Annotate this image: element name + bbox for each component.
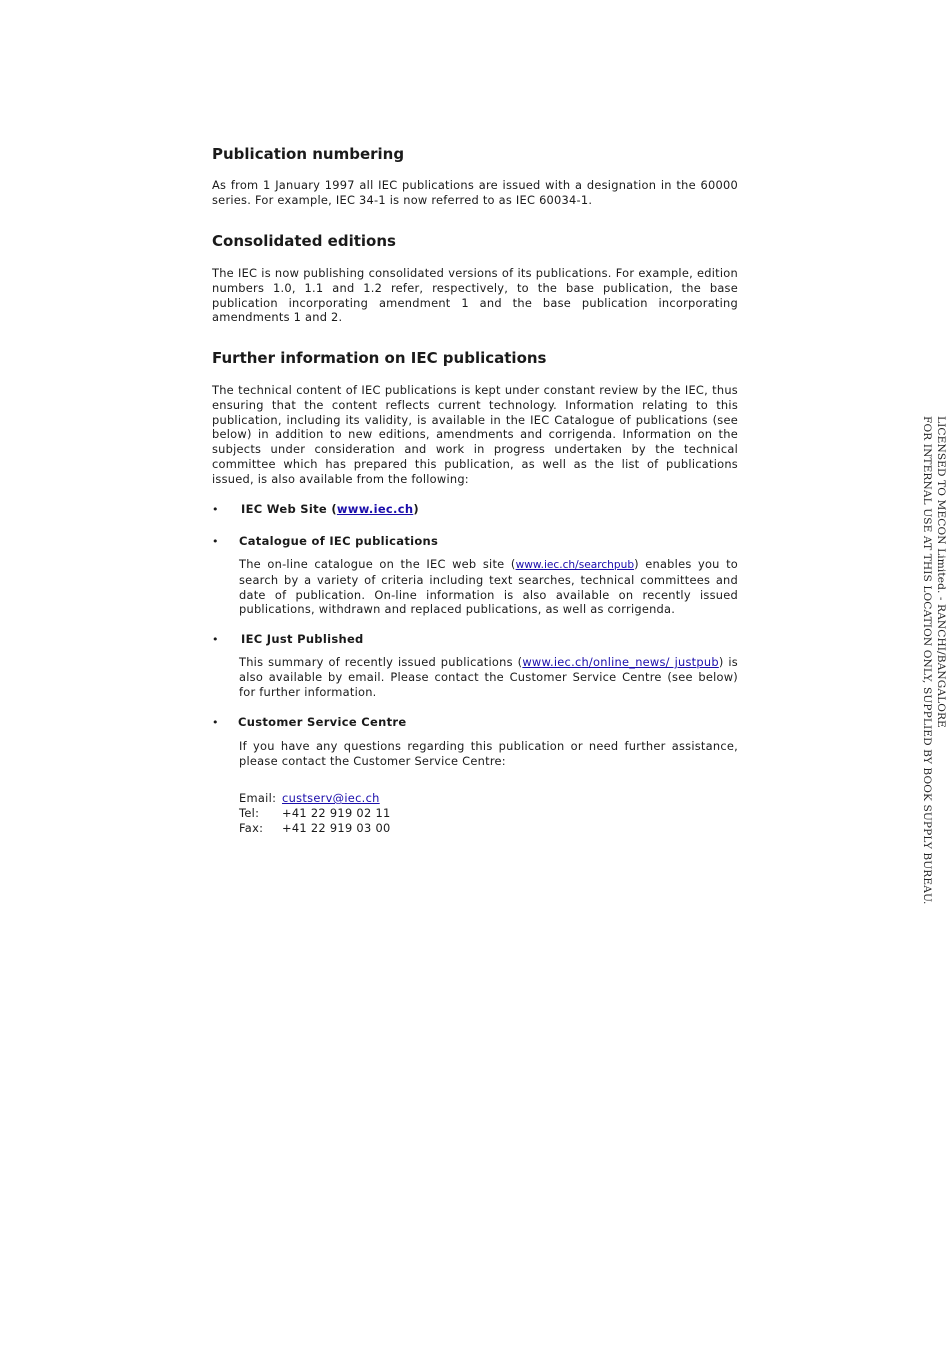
tel-value: +41 22 919 02 11 xyxy=(282,805,391,820)
paragraph-consolidated-editions: The IEC is now publishing consolidated versions of its publications. For example, edition numbers 1.0, 1.1 and 1.2 refer, respectively, to the base publication, the base publication incorporating amendment 1 and the base publication incorporating amendments 1 and 2. xyxy=(212,266,738,325)
contact-details xyxy=(239,791,391,835)
bullet-icon: • xyxy=(212,633,219,646)
web-site-link[interactable]: www.iec.ch xyxy=(336,502,414,516)
contact-fax-row xyxy=(239,821,391,836)
heading-consolidated-editions: Consolidated editions xyxy=(212,232,396,250)
bullet-title-catalogue: Catalogue of IEC publications xyxy=(239,534,439,548)
heading-publication-numbering: Publication numbering xyxy=(212,145,405,163)
paragraph-further-information: The technical content of IEC publications is kept under constant review by the IEC, thus ensuring that the content reflects current technology. Information relating to this publication, including its validity, is available in the IEC Catalogue of publications (see below) in addition to new editions, amendments and corrigenda. Information on the subjects under consideration and work in progress undertaken by the technical committee which has prepared this publication, as well as the list of publications issued, is also available from the following: xyxy=(212,383,738,486)
contact-tel-row xyxy=(239,806,391,821)
just-published-text-before: This summary of recently issued publications ( xyxy=(239,655,523,669)
just-published-link[interactable]: www.iec.ch/online_news/ justpub xyxy=(522,655,719,669)
bullet-icon: • xyxy=(212,503,219,516)
catalogue-text-before: The on-line catalogue on the IEC web site ( xyxy=(239,557,516,571)
web-site-title-suffix: ) xyxy=(413,502,419,516)
web-site-title-prefix: IEC Web Site ( xyxy=(241,502,337,516)
license-line-2: FOR INTERNAL USE AT THIS LOCATION ONLY, SUPPLIED BY BOOK SUPPLY BUREAU. xyxy=(921,416,933,905)
contact-email-row xyxy=(239,791,391,806)
paragraph-catalogue xyxy=(239,557,738,617)
just-published-text-after: ) is also available by email. Please contact the Customer Service Centre (see below) for further information. xyxy=(239,655,738,699)
fax-value: +41 22 919 03 00 xyxy=(282,820,391,835)
fax-label: Fax: xyxy=(239,820,264,835)
license-line-1: LICENSED TO MECON Limited. - RANCHI/BANGALORE xyxy=(935,416,947,728)
bullet-title-just-published: IEC Just Published xyxy=(241,632,364,646)
bullet-title-web-site xyxy=(241,502,419,516)
email-link[interactable]: custserv@iec.ch xyxy=(282,791,380,805)
catalogue-link[interactable]: www.iec.ch/searchpub xyxy=(515,559,635,571)
license-side-notice xyxy=(918,416,948,936)
paragraph-publication-numbering: As from 1 January 1997 all IEC publications are issued with a designation in the 60000 series. For example, IEC 34-1 is now referred to as IEC 60034-1. xyxy=(212,178,738,207)
catalogue-text-after: ) enables you to search by a variety of criteria including text searches, technical committees and date of publication. On-line information is also available on recently issued publications, withdrawn and replaced publications, as well as corrigenda. xyxy=(239,557,739,617)
bullet-icon: • xyxy=(212,535,219,548)
paragraph-just-published xyxy=(239,655,738,699)
heading-further-information: Further information on IEC publications xyxy=(212,349,547,367)
paragraph-customer-service: If you have any questions regarding this publication or need further assistance, please contact the Customer Service Centre: xyxy=(239,739,738,768)
email-label: Email: xyxy=(239,791,277,805)
tel-label: Tel: xyxy=(239,805,260,820)
bullet-icon: • xyxy=(212,716,219,729)
bullet-title-customer-service: Customer Service Centre xyxy=(238,715,407,729)
